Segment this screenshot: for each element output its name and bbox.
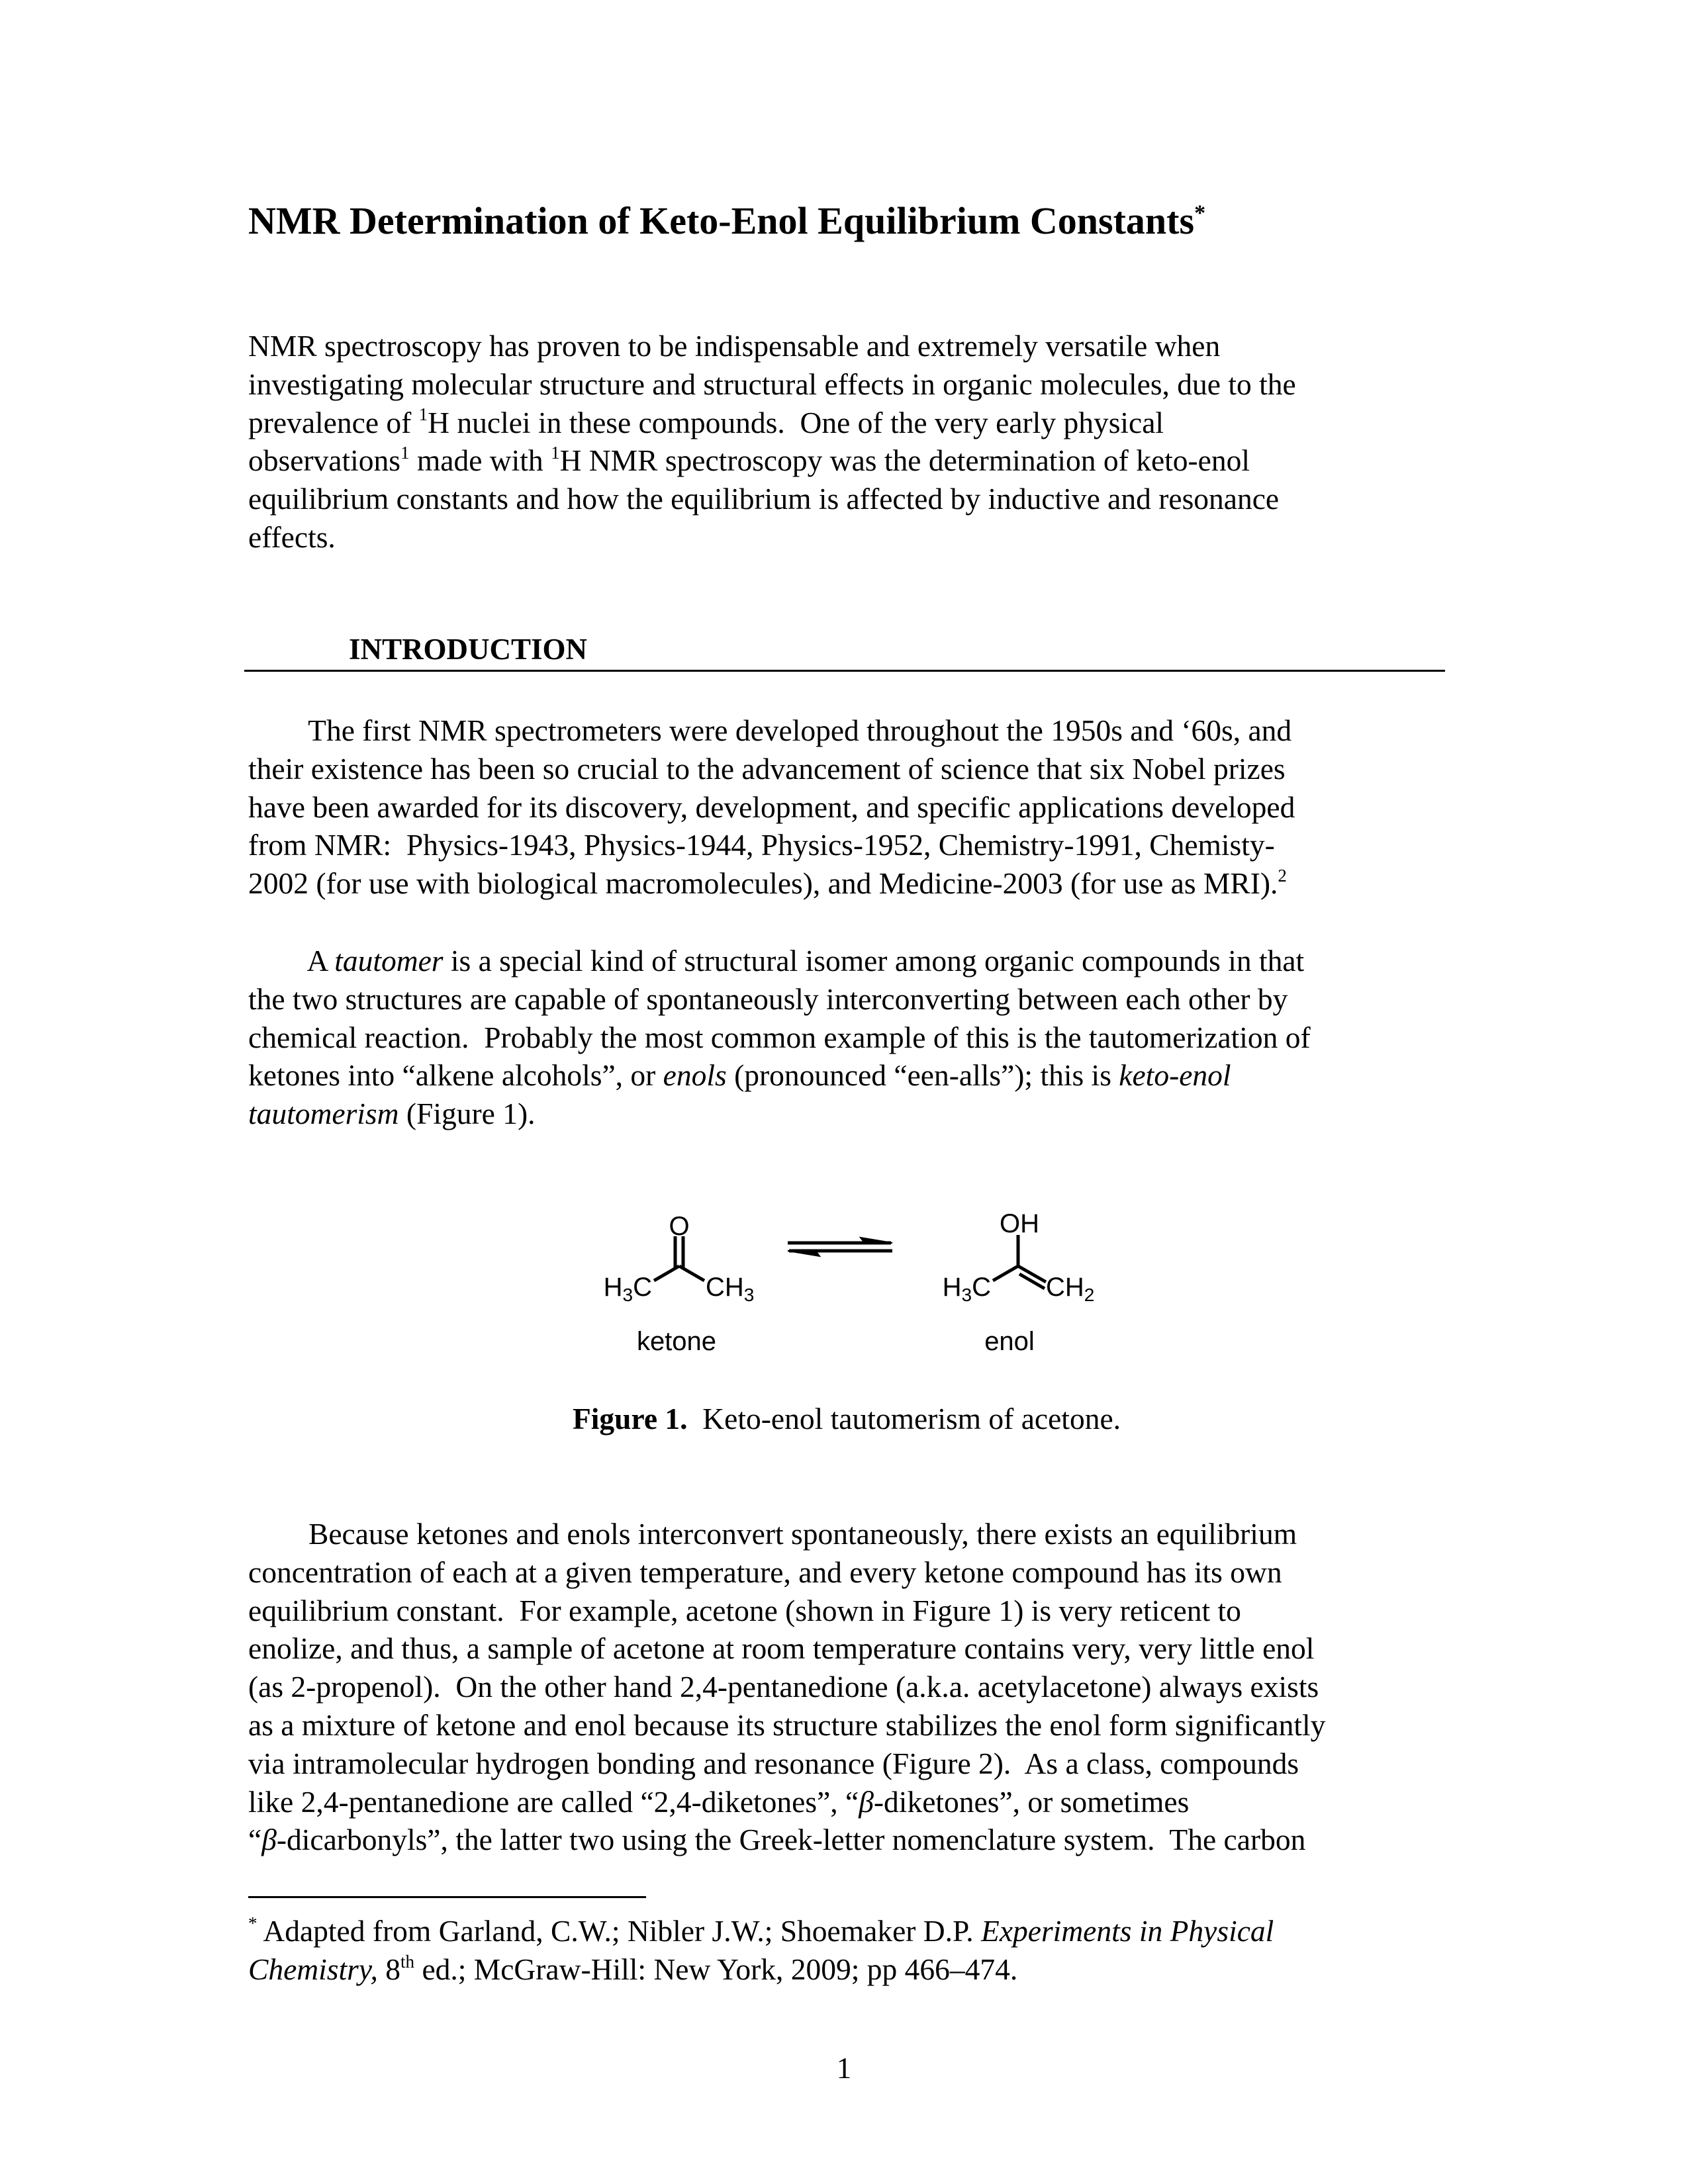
superscript: 2 [1278, 866, 1287, 886]
text-line [248, 1553, 1282, 1592]
text-run: H nuclei in these compounds. One of the very early physical [428, 405, 1164, 439]
footnote-rule [248, 1896, 646, 1898]
enol-structure [993, 1235, 1046, 1289]
caption-label: Figure 1. [572, 1402, 688, 1435]
text-run: prevalence of [248, 405, 419, 439]
text-run: made with [409, 443, 551, 478]
title-text: NMR Determination of Keto-Enol Equilibrium Constants [248, 199, 1195, 242]
text-run: ketones into “alkene alcohols”, or [248, 1058, 663, 1093]
text-run: is a special kind of structural isomer among organic compounds in that [443, 944, 1305, 978]
enol-left-methyl: $H_3C$ [942, 1273, 991, 1305]
text-run: enolize, and thus, a sample of acetone at room temperature contains very, very little enol [248, 1631, 1315, 1666]
text-line [248, 1629, 1314, 1668]
text-line [248, 1745, 1299, 1783]
text-run: H NMR spectroscopy was the determination of keto-enol [559, 443, 1250, 478]
text-run: concentration of each at a given temperature, and every ketone compound has its own [248, 1555, 1282, 1589]
text-run: like 2,4-pentanedione are called “2,4-diketones”, “ [248, 1784, 859, 1819]
text-line [248, 1912, 1274, 1950]
text-run: 2002 (for use with biological macromolecules), and Medicine-2003 (for use as MRI). [248, 866, 1278, 901]
text-run: from NMR: Physics-1943, Physics-1944, Physics-1952, Chemistry-1991, Chemisty- [248, 828, 1275, 862]
page-number: 1 [836, 2051, 852, 2085]
text-run: as a mixture of ketone and enol because its structure stabilizes the enol form significantly [248, 1708, 1326, 1742]
text-run: equilibrium constant. For example, acetone (shown in Figure 1) is very reticent to [248, 1593, 1241, 1627]
text-run: effects. [248, 520, 336, 554]
text-run: (Figure 1). [399, 1097, 536, 1131]
text-line [248, 1950, 1017, 1989]
text-run: have been awarded for its discovery, development, and specific applications developed [248, 790, 1295, 824]
text-line [248, 1592, 1241, 1630]
text-run: 8 [377, 1952, 401, 1986]
section-heading: INTRODUCTION [349, 633, 588, 666]
text-line [248, 1515, 1297, 1553]
text-run: -diketones”, or sometimes [873, 1784, 1190, 1819]
ketone-left-methyl: $H_3C$ [603, 1273, 652, 1305]
text-run: Because ketones and enols interconvert spontaneously, there exists an equilibrium [248, 1517, 1297, 1551]
text-run: The first NMR spectrometers were developed throughout the 1950s and ‘60s, and [248, 713, 1292, 747]
text-run: (pronounced “een-alls”); this is [726, 1058, 1119, 1093]
superscript: 1 [418, 404, 428, 425]
text-run: ed.; McGraw-Hill: New York, 2009; pp 466–474. [414, 1952, 1018, 1986]
text-run: A [248, 944, 335, 978]
figure-caption [0, 1401, 1688, 1436]
text-run: their existence has been so crucial to the advancement of science that six Nobel prizes [248, 751, 1286, 786]
enol-label: enol [984, 1327, 1035, 1356]
text-run: observations [248, 443, 400, 478]
enol-hydroxyl: OH [1000, 1209, 1039, 1238]
text-line [248, 1668, 1319, 1706]
enol-methylene: $CH_2$ [1046, 1273, 1095, 1305]
superscript: th [400, 1951, 415, 1972]
text-run: -dicarbonyls”, the latter two using the Greek-letter nomenclature system. The carbon [276, 1823, 1306, 1857]
text-run: Experiments in Physical [981, 1914, 1274, 1948]
text-run: Chemistry, [248, 1952, 378, 1986]
text-line [248, 1783, 1189, 1821]
superscript: 1 [400, 443, 410, 463]
text-run: equilibrium constants and how the equilibrium is affected by inductive and resonance [248, 482, 1280, 516]
text-line [248, 1821, 1305, 1859]
text-run: β [859, 1784, 874, 1819]
text-run: tautomer [334, 944, 444, 978]
superscript: 1 [551, 443, 560, 463]
ketone-oxygen: O [669, 1212, 690, 1241]
text-run: investigating molecular structure and structural effects in organic molecules, due to the [248, 367, 1296, 401]
text-run: β [261, 1823, 277, 1857]
ketone-label: ketone [636, 1327, 717, 1356]
superscript: * [248, 1913, 258, 1933]
caption-text: Keto-enol tautomerism of acetone. [687, 1402, 1121, 1435]
text-run: enols [663, 1058, 727, 1093]
footnote-mark: * [1194, 201, 1206, 226]
ketone-right-methyl: $CH_3$ [706, 1273, 755, 1305]
text-run: keto-enol [1119, 1058, 1231, 1093]
text-run: tautomerism [248, 1097, 399, 1131]
text-run: via intramolecular hydrogen bonding and resonance (Figure 2). As a class, compounds [248, 1746, 1299, 1780]
text-run: the two structures are capable of spontaneously interconverting between each other by [248, 981, 1288, 1016]
ketone-structure [654, 1236, 704, 1281]
text-run: NMR spectroscopy has proven to be indispensable and extremely versatile when [248, 329, 1221, 363]
text-run: (as 2-propenol). On the other hand 2,4-pentanedione (a.k.a. acetylacetone) always exists [248, 1670, 1319, 1704]
text-run: “ [248, 1823, 262, 1857]
text-line [248, 1706, 1325, 1745]
text-run: chemical reaction. Probably the most common example of this is the tautomerization of [248, 1020, 1311, 1054]
equilibrium-arrow-icon [788, 1238, 892, 1256]
text-run: Adapted from Garland, C.W.; Nibler J.W.; Shoemaker D.P. [257, 1914, 982, 1948]
